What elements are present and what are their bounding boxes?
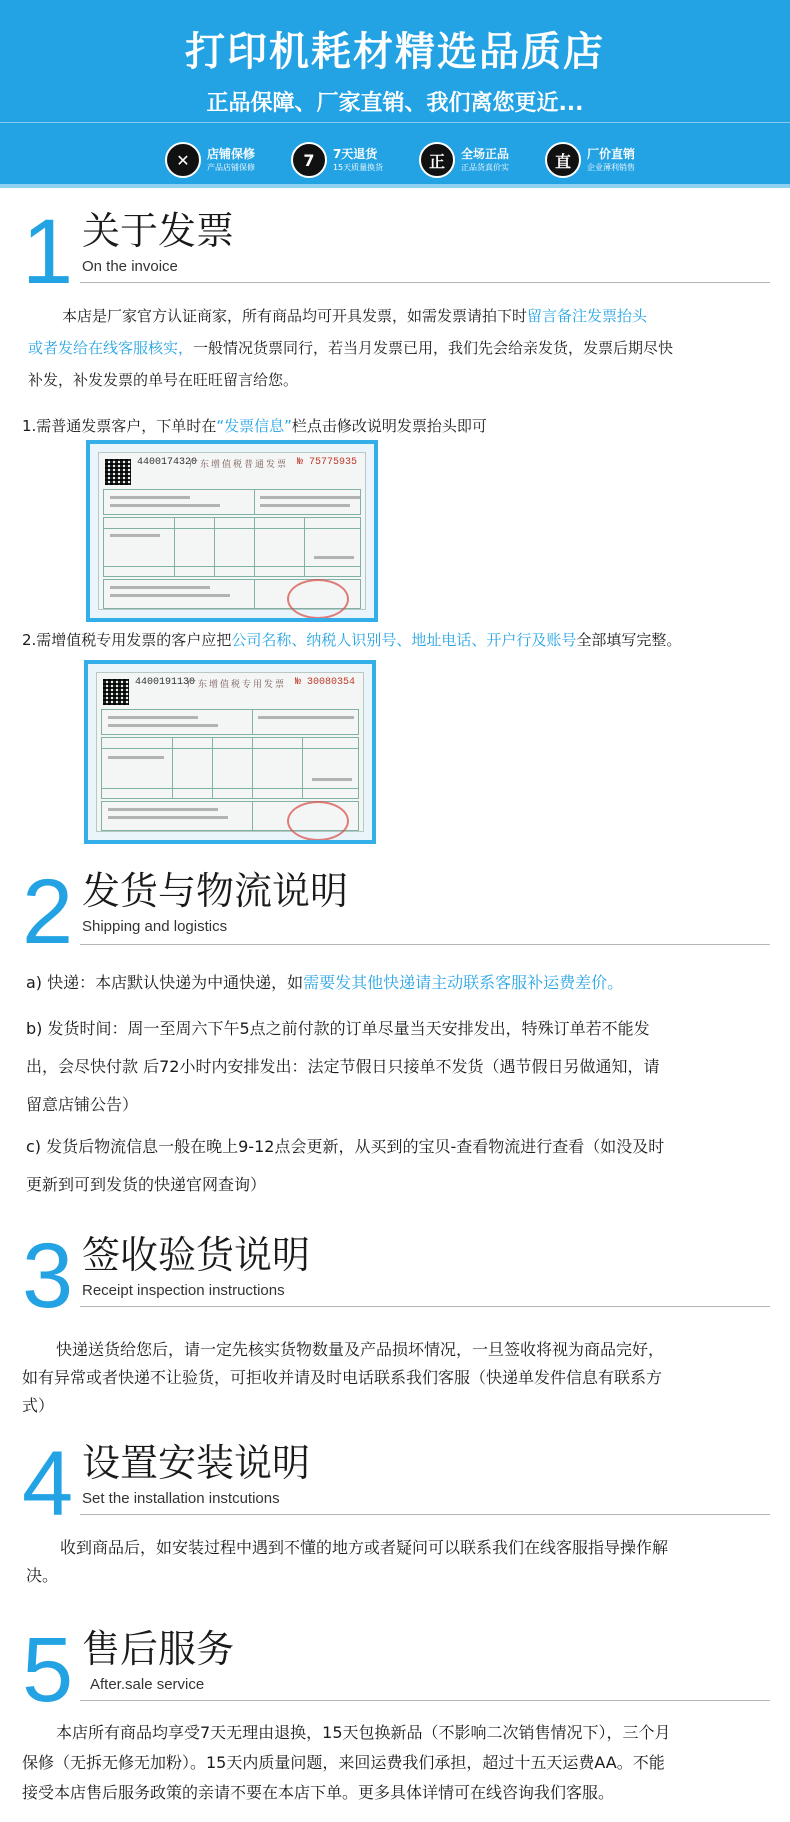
seven-day-icon: 7 [291, 142, 327, 178]
section-number: 3 [22, 1225, 74, 1327]
section-divider [80, 1700, 770, 1701]
section-header-shipping [22, 861, 762, 966]
feature-genuine [419, 138, 509, 182]
install-text: 收到商品后，如安装过程中遇到不懂的地方或者疑问可以联系我们在线客服指导操作解 决。 [26, 1538, 669, 1585]
vat-invoice-image: 4400191130 广东增值税专用发票 № 30080354 [84, 660, 376, 844]
direct-icon: 直 [545, 142, 581, 178]
section-header-aftersale [22, 1619, 762, 1724]
section-header-install [22, 1433, 762, 1538]
section-title: 发货与物流说明 [82, 869, 349, 913]
banner-divider [0, 122, 790, 123]
shipping-time: b) 发货时间：周一至周六下午5点之前付款的订单尽量当天安排发出，特殊订单若不能发 出，会尽快付款 后72小时内安排发出：法定节假日只接单不发货（遇节假日另做通知，请 留意店铺公告） [26, 1019, 660, 1114]
section-header-invoice [22, 201, 762, 306]
red-seal [287, 801, 349, 841]
section-subtitle: After.sale service [90, 1676, 205, 1693]
section-divider [80, 1514, 770, 1515]
section-subtitle: Set the installation instcutions [82, 1490, 280, 1507]
aftersale-text: 本店所有商品均享受7天无理由退换，15天包换新品（不影响二次销售情况下），三个月 保修（无拆无修无加粉）。15天内质量问题，来回运费我们承担，超过十五天运费AA。不能 接受本店售后服务政策的亲请不要在本店下单。更多具体详情可在线咨询我们客服。 [22, 1723, 671, 1802]
service-features [165, 138, 635, 182]
feature-label: 店铺保修 [207, 147, 256, 161]
store-title: 打印机耗材精选品质店 [185, 29, 605, 75]
qr-code-icon [103, 679, 129, 705]
feature-label: 7天退货 [332, 147, 378, 161]
feature-return [291, 138, 383, 182]
section-number: 4 [22, 1433, 74, 1535]
feature-caption: 正品货真价实 [461, 163, 510, 172]
genuine-icon: 正 [419, 142, 455, 178]
section-title: 签收验货说明 [82, 1233, 311, 1277]
invoice-step-2: 2.需增值税专用发票的客户应把公司名称、纳税人识别号、地址电话、开户行及账号全部填写完整。 [22, 631, 682, 649]
shipping-fee-highlight: 需要发其他快递请主动联系客服补运费差价。 [303, 973, 624, 992]
feature-caption: 企业薄利销售 [586, 163, 635, 172]
red-seal [287, 579, 349, 619]
section-subtitle: Receipt inspection instructions [82, 1282, 285, 1299]
feature-label: 厂价直销 [586, 147, 635, 161]
section-divider [80, 1306, 770, 1307]
section-divider [80, 282, 770, 283]
store-slogan: 正品保障、厂家直销、我们离您更近... [206, 91, 584, 116]
section-title: 售后服务 [82, 1627, 235, 1671]
section-subtitle: Shipping and logistics [82, 918, 228, 935]
wrench-icon: ✕ [165, 142, 201, 178]
shipping-courier: a) 快递：本店默认快递为中通快递，如需要发其他快递请主动联系客服补运费差价。 [26, 973, 624, 992]
invoice-contact-highlight: 或者发给在线客服核实， [28, 339, 194, 357]
shipping-tracking: c) 发货后物流信息一般在晚上9-12点会更新，从买到的宝贝-查看物流进行查看（如没及时 更新到可到发货的快递官网查询） [26, 1137, 665, 1194]
section-number: 2 [22, 861, 74, 963]
section-number: 1 [22, 201, 74, 303]
qr-code-icon [105, 459, 131, 485]
feature-caption: 产品店铺保修 [207, 163, 255, 172]
receipt-text: 快递送货给您后，请一定先核实货物数量及产品损坏情况，一旦签收将视为商品完好， 如有异常或者快递不让验货，可拒收并请及时电话联系我们客服（快递单发件信息有联系方 式） [22, 1340, 665, 1415]
feature-direct-sale [545, 138, 635, 182]
feature-warranty [165, 138, 255, 182]
section-title: 设置安装说明 [82, 1441, 311, 1485]
section-header-receipt [22, 1225, 762, 1330]
section-divider [80, 944, 770, 945]
invoice-intro: 本店是厂家官方认证商家，所有商品均可开具发票，如需发票请拍下时留言备注发票抬头 或者发给在线客服核实，一般情况货票同行，若当月发票已用，我们先会给亲发货，发票后期尽快 补发，补发发票的单号在旺旺留言给您。 [28, 307, 674, 389]
invoice-step-1: 1.需普通发票客户，下单时在“发票信息”栏点击修改说明发票抬头即可 [22, 417, 487, 435]
header-banner [0, 0, 790, 188]
invoice-note-highlight: 留言备注发票抬头 [527, 307, 648, 325]
ordinary-invoice-image: 4400174320 广东增值税普通发票 № 75775935 [86, 440, 378, 622]
section-title: 关于发票 [82, 209, 235, 253]
feature-label: 全场正品 [461, 147, 510, 161]
feature-caption: 15天质量换货 [332, 163, 384, 172]
section-subtitle: On the invoice [82, 258, 178, 275]
section-number: 5 [22, 1619, 74, 1721]
